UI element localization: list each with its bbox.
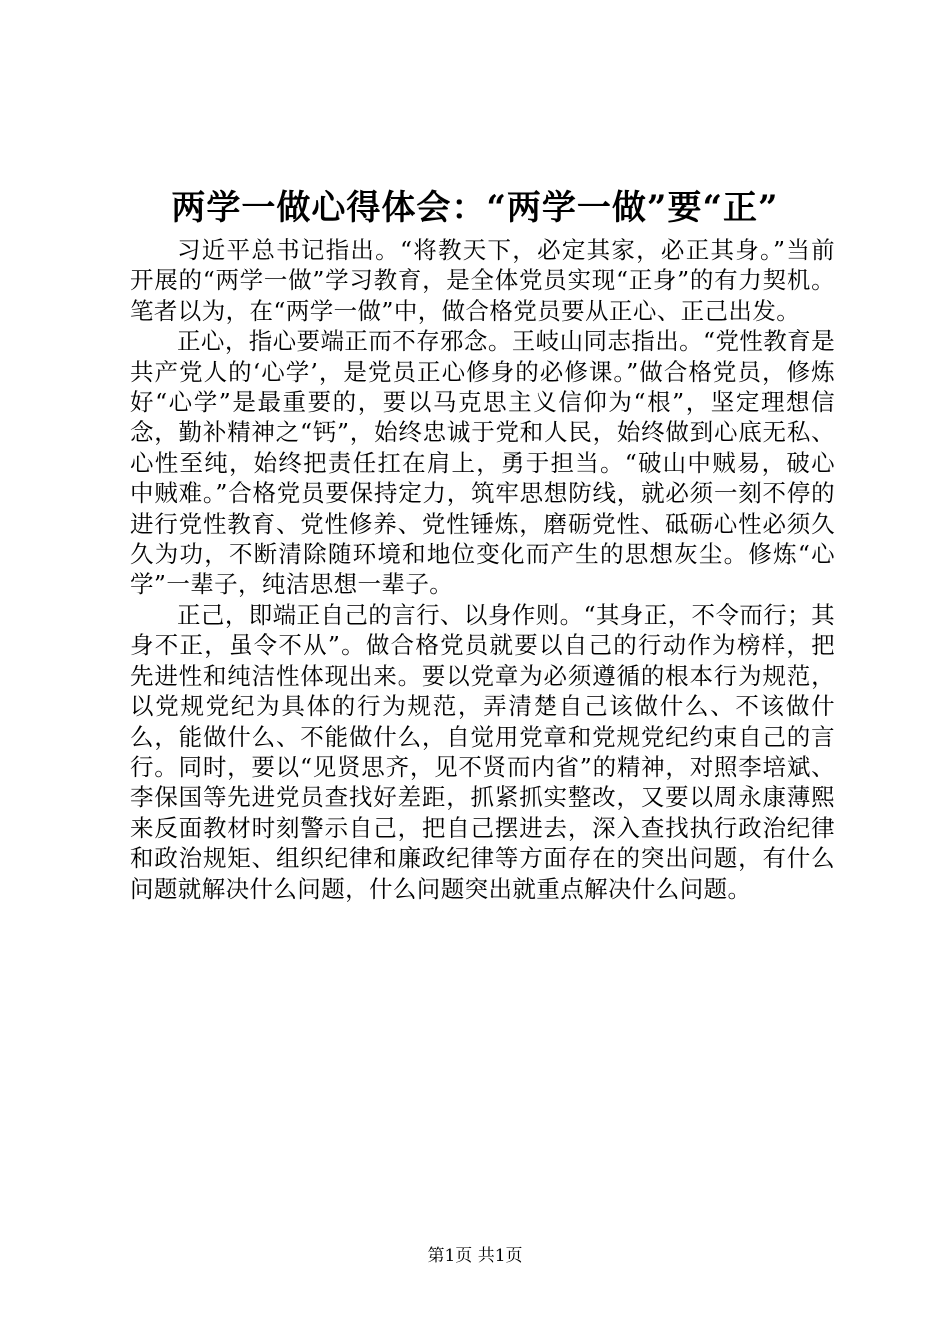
paragraph-3: 正己，即端正自己的言行、以身作则。“其身正，不令而行；其身不正，虽令不从”。做合格党员就要以自己的行动作为榜样，把先进性和纯洁性体现出来。要以党章为必须遵循的根本行为规范，以党规党纪为具体的行为规范，弄清楚自己该做什么、不该做什么，能做什么、不能做什么，自觉用党章和党规党纪约束自己的言行。同时，要以“见贤思齐，见不贤而内省”的精神，对照李培斌、李保国等先进党员查找好差距，抓紧抓实整改，又要以周永康薄熙来反面教材时刻警示自己，把自己摆进去，深入查找执行政治纪律和政治规矩、组织纪律和廉政纪律等方面存在的突出问题，有什么问题就解决什么问题，什么问题突出就重点解决什么问题。 — [130, 600, 835, 903]
paragraph-1: 习近平总书记指出。“将教天下，必定其家，必正其身。”当前开展的“两学一做”学习教育，是全体党员实现“正身”的有力契机。笔者以为，在“两学一做”中，做合格党员要从正心、正己出发。 — [130, 236, 835, 325]
document-title: 两学一做心得体会：“两学一做”要“正” — [171, 188, 779, 228]
paragraph-2: 正心，指心要端正而不存邪念。王岐山同志指出。“党性教育是共产党人的‘心学’，是党员正心修身的必修课。”做合格党员，修炼好“心学”是最重要的，要以马克思主义信仰为“根”，坚定理想信念，勤补精神之“钙”，始终忠诚于党和人民，始终做到心底无私、心性至纯，始终把责任扛在肩上，勇于担当。“破山中贼易，破心中贼难。”合格党员要保持定力，筑牢思想防线，就必须一刻不停的进行党性教育、党性修养、党性锤炼，磨砺党性、砥砺心性必须久久为功，不断清除随环境和地位变化而产生的思想灰尘。修炼“心学”一辈子，纯洁思想一辈子。 — [130, 327, 835, 599]
page-footer: 第1页 共1页 — [427, 1246, 523, 1266]
document-body — [130, 235, 835, 904]
